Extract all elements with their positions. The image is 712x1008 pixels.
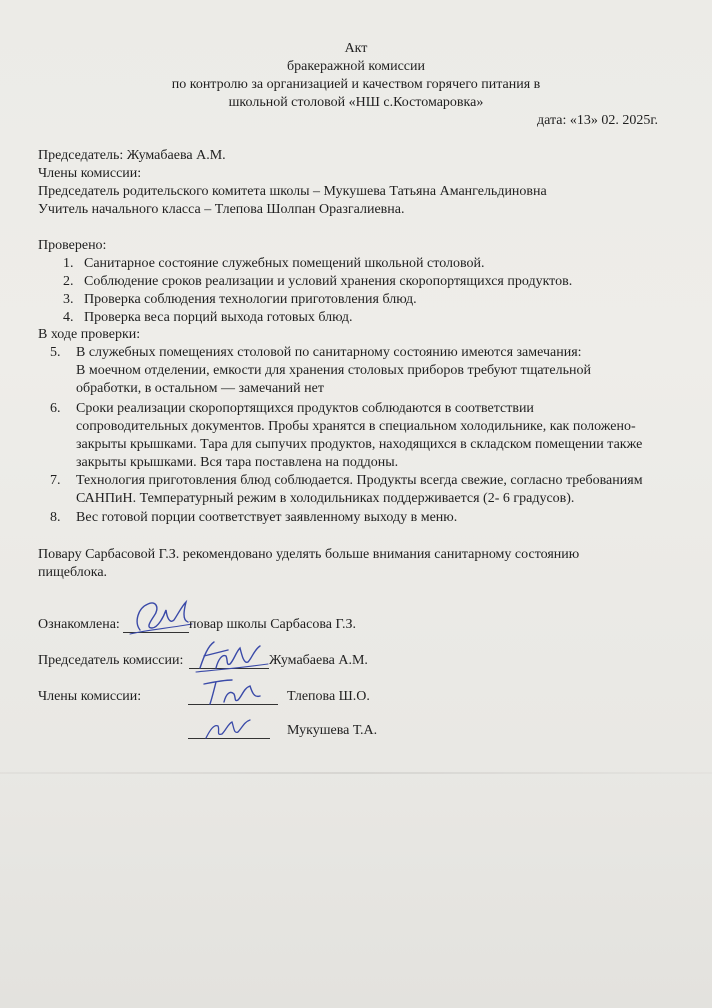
member-sign-name-2: Мукушева Т.А. bbox=[287, 723, 378, 738]
finding-item-line: сопроводительных документов. Пробы хранятся в специальном холодильнике, как положено- bbox=[76, 419, 636, 434]
finding-item-line: В моечном отделении, емкости для хранения столовых приборов требуют тщательной bbox=[76, 363, 591, 378]
signature-zhumabaeva bbox=[190, 634, 272, 676]
finding-item-line: обработки, в остальном — замечаний нет bbox=[76, 381, 324, 396]
checked-item-text: Соблюдение сроков реализации и условий хранения скоропортящихся продуктов. bbox=[84, 274, 573, 289]
finding-item-line: Сроки реализации скоропортящихся продуктов соблюдаются в соответствии bbox=[76, 401, 534, 416]
acknowledged-label: Ознакомлена: bbox=[38, 617, 120, 632]
finding-item-line: закрыты крышками. Тара для сыпучих продуктов, находящихся в складском помещении также bbox=[76, 437, 643, 452]
signature-sarbasova bbox=[126, 594, 196, 638]
doc-subtitle: бракеражной комиссии bbox=[287, 59, 425, 74]
member-sign-name-1: Тлепова Ш.О. bbox=[287, 689, 370, 704]
checked-item-text: Проверка веса порций выхода готовых блюд. bbox=[84, 310, 353, 325]
finding-item-num: 8. bbox=[50, 510, 61, 525]
finding-item-num: 7. bbox=[50, 473, 61, 488]
checked-item-num: 3. bbox=[63, 292, 74, 307]
member-line-2: Учитель начального класса – Тлепова Шолпан Оразгалиевна. bbox=[38, 202, 405, 217]
paper-fold-shadow bbox=[0, 772, 712, 774]
members-sign-label: Члены комиссии: bbox=[38, 689, 142, 704]
acknowledged-name: повар школы Сарбасова Г.З. bbox=[189, 617, 356, 632]
finding-item-num: 6. bbox=[50, 401, 61, 416]
members-label: Члены комиссии: bbox=[38, 166, 142, 181]
recommendation-line-2: пищеблока. bbox=[38, 565, 108, 580]
doc-subtitle-line4: школьной столовой «НШ с.Костомаровка» bbox=[228, 95, 484, 110]
member-line-1: Председатель родительского комитета школы – Мукушева Татьяна Амангельдиновна bbox=[38, 184, 547, 199]
doc-subtitle-line3: по контролю за организацией и качеством горячего питания в bbox=[171, 77, 541, 92]
recommendation-line-1: Повару Сарбасовой Г.З. рекомендовано уделять больше внимания санитарному состоянию bbox=[38, 547, 580, 562]
finding-item-line: В служебных помещениях столовой по санитарному состоянию имеются замечания: bbox=[76, 345, 582, 360]
finding-item-line: Вес готовой порции соответствует заявленному выходу в меню. bbox=[76, 510, 458, 525]
chairman-sign-label: Председатель комиссии: bbox=[38, 653, 184, 668]
finding-item-line: САНПиН. Температурный режим в холодильниках поддерживается (2- 6 градусов). bbox=[76, 491, 575, 506]
chairman-sign-name: Жумабаева А.М. bbox=[269, 653, 368, 668]
doc-date: дата: «13» 02. 2025г. bbox=[537, 113, 659, 128]
checked-label: Проверено: bbox=[38, 238, 107, 253]
finding-item-line: закрыты крышками. Вся тара поставлена на поддоны. bbox=[76, 455, 399, 470]
doc-title: Акт bbox=[344, 41, 368, 56]
checked-item-num: 1. bbox=[63, 256, 74, 271]
finding-item-num: 5. bbox=[50, 345, 61, 360]
checked-item-num: 2. bbox=[63, 274, 74, 289]
checked-item-num: 4. bbox=[63, 310, 74, 325]
signature-tlepova bbox=[196, 672, 266, 710]
findings-label: В ходе проверки: bbox=[38, 327, 141, 342]
chairman-line: Председатель: Жумабаева А.М. bbox=[38, 148, 226, 163]
finding-item-line: Технология приготовления блюд соблюдается. Продукты всегда свежие, согласно требованиям bbox=[76, 473, 643, 488]
checked-item-text: Санитарное состояние служебных помещений школьной столовой. bbox=[84, 256, 485, 271]
signature-mukusheva bbox=[200, 712, 260, 744]
checked-item-text: Проверка соблюдения технологии приготовления блюд. bbox=[84, 292, 417, 307]
